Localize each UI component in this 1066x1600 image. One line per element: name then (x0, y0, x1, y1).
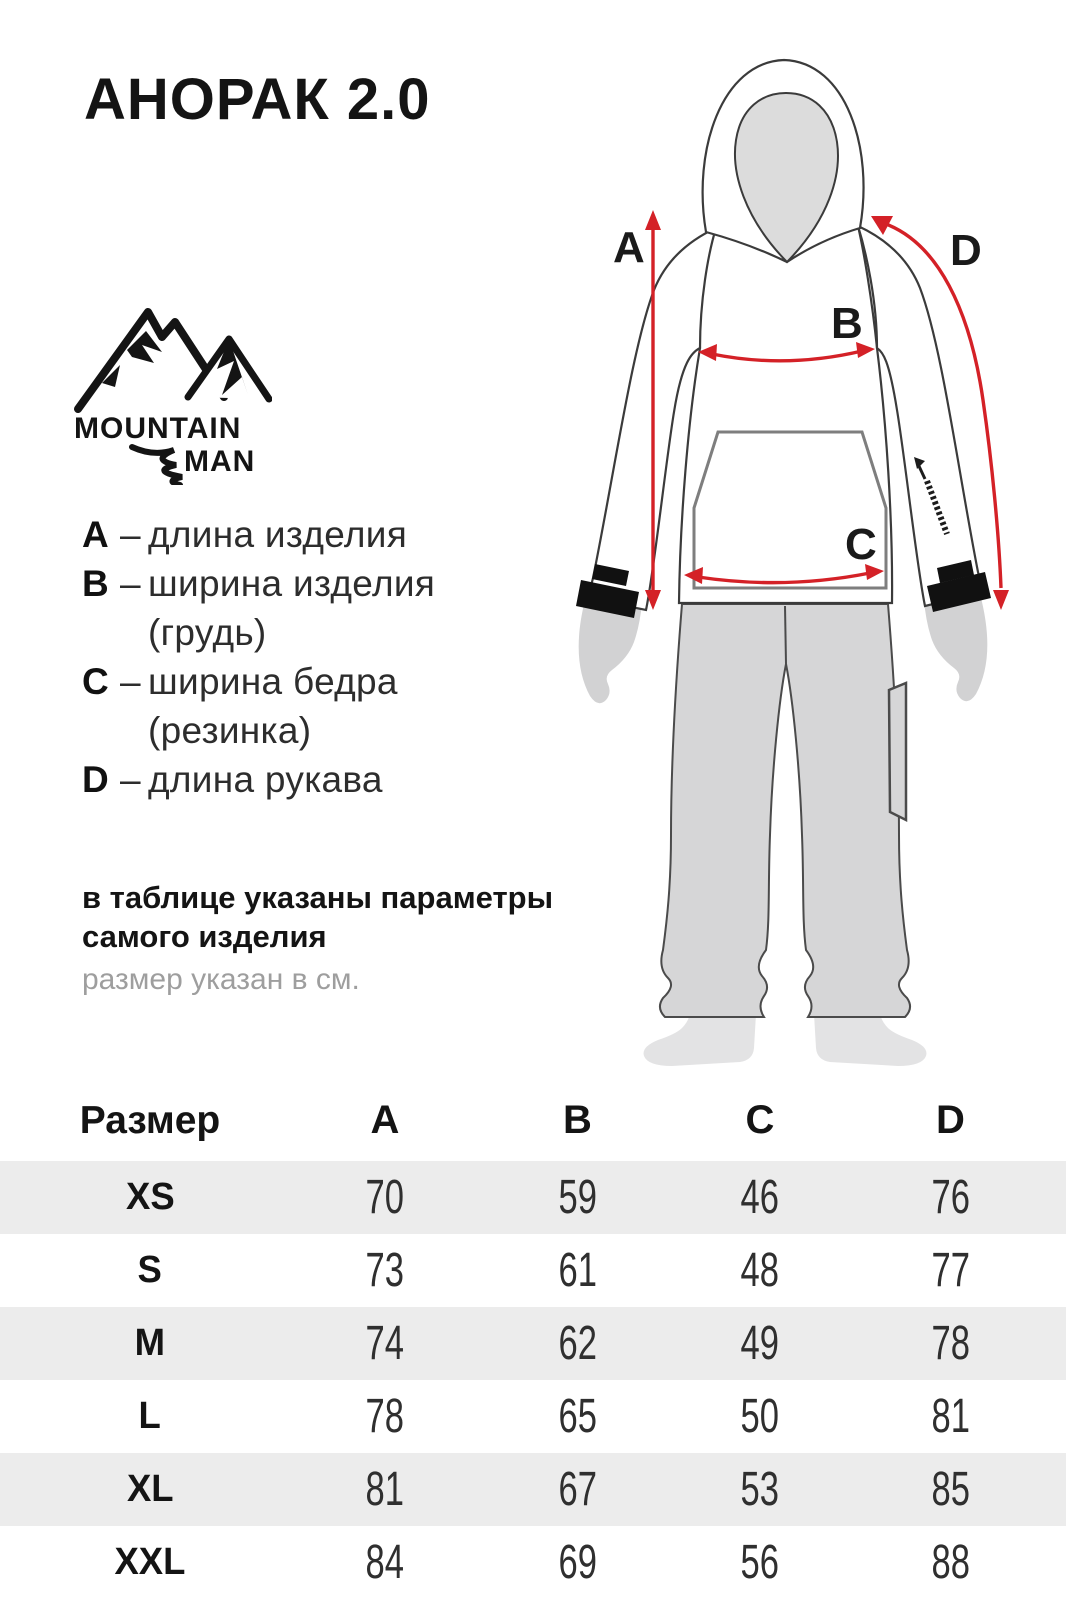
size-label: XL (126, 1468, 174, 1510)
note-bold-line2: самого изделия (82, 919, 327, 954)
value-d: 81 (931, 1390, 970, 1443)
table-row (0, 1453, 1066, 1526)
column-header-d: D (936, 1098, 965, 1142)
value-b: 65 (558, 1390, 597, 1443)
value-d: 78 (931, 1317, 970, 1370)
logo-text-man: MAN (184, 445, 256, 478)
diagram-label-c: C (845, 520, 877, 569)
legend-text: длина рукава (148, 759, 383, 800)
note-units: размер указан в см. (82, 963, 360, 996)
legend-item-a: A – длина изделия (82, 510, 435, 559)
value-b: 59 (558, 1171, 597, 1224)
size-table (0, 1080, 1066, 1599)
value-d: 76 (931, 1171, 970, 1224)
right-hand (924, 598, 987, 701)
value-b: 62 (558, 1317, 597, 1370)
legend-item-d: D – длина рукава (82, 755, 435, 804)
value-b: 69 (558, 1536, 597, 1589)
table-note (82, 878, 553, 997)
value-c: 48 (740, 1244, 780, 1297)
legend-text: ширина изделия (148, 563, 436, 604)
measurement-letter: D (82, 759, 109, 800)
anorak-drawing (555, 45, 1066, 1080)
size-label: XS (125, 1176, 175, 1218)
table-row (0, 1161, 1066, 1234)
left-foot (644, 1014, 756, 1066)
cargo-pocket (889, 683, 906, 820)
size-label: M (134, 1322, 166, 1364)
value-a: 78 (365, 1390, 405, 1443)
pants (660, 604, 910, 1017)
measurement-letter: C (82, 661, 109, 702)
value-b: 61 (558, 1244, 597, 1297)
table-header-row (0, 1080, 1066, 1161)
anorak-figure (555, 45, 1066, 1080)
value-b: 67 (558, 1463, 597, 1516)
size-label: S (137, 1249, 163, 1291)
value-c: 46 (740, 1171, 780, 1224)
value-a: 74 (365, 1317, 405, 1370)
column-header-a: A (370, 1098, 400, 1142)
table-row (0, 1234, 1066, 1307)
measurement-legend (82, 510, 435, 804)
diagram-label-b: B (831, 299, 863, 348)
value-c: 56 (740, 1536, 780, 1589)
brand-logo (72, 295, 272, 485)
value-a: 70 (365, 1171, 405, 1224)
legend-item-c: C – ширина бедра (резинка) (82, 657, 435, 755)
value-a: 81 (365, 1463, 405, 1516)
value-a: 73 (365, 1244, 405, 1297)
table-row (0, 1380, 1066, 1453)
value-c: 49 (740, 1317, 780, 1370)
legend-text: длина изделия (148, 514, 408, 555)
measurement-letter: B (82, 563, 109, 604)
column-header-c: C (745, 1098, 775, 1142)
value-d: 85 (931, 1463, 970, 1516)
size-label: L (138, 1395, 162, 1437)
column-header-size: Размер (79, 1098, 221, 1142)
mountain-icon (72, 295, 272, 485)
value-d: 77 (931, 1244, 970, 1297)
value-a: 84 (365, 1536, 405, 1589)
measurement-letter: A (82, 514, 109, 555)
page-title: АНОРАК 2.0 (84, 67, 431, 132)
table-row (0, 1307, 1066, 1380)
legend-text: ширина бедра (148, 661, 398, 702)
right-foot (814, 1014, 926, 1066)
legend-item-b: B – ширина изделия (грудь) (82, 559, 435, 657)
value-d: 88 (931, 1536, 970, 1589)
table-row (0, 1526, 1066, 1599)
note-bold-line1: в таблице указаны параметры (82, 880, 554, 915)
logo-text-mountain: MOUNTAIN (74, 412, 242, 445)
column-header-b: B (563, 1098, 592, 1142)
size-label: XXL (114, 1541, 186, 1583)
value-c: 53 (740, 1463, 780, 1516)
diagram-label-a: A (613, 223, 645, 272)
diagram-label-d: D (950, 226, 982, 275)
value-c: 50 (740, 1390, 780, 1443)
